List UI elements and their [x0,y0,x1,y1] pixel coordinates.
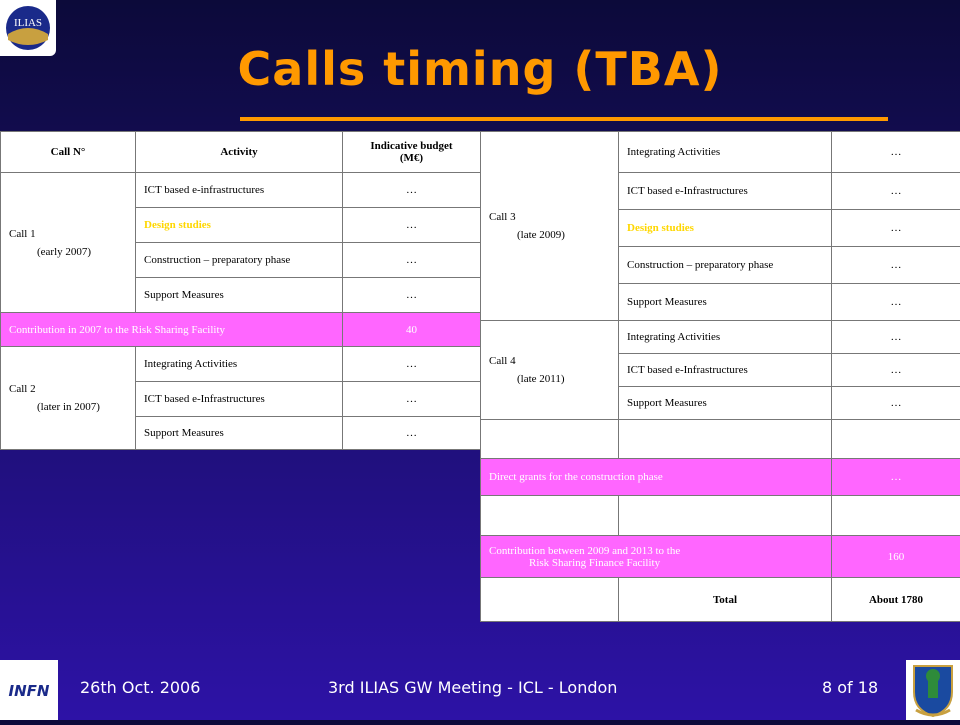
header-activity: Activity [136,132,343,173]
call1-cell [1,173,136,313]
header-call-no: Call N° [1,132,136,173]
empty-cell [619,496,832,536]
budget-cell: … [343,278,481,313]
call2-cell [1,347,136,450]
direct-grants-label: Direct grants for the construction phase [481,459,832,496]
budget-cell: … [343,417,481,450]
budget-cell: … [832,321,960,354]
activity-cell: ICT based e-infrastructures [136,173,343,208]
call1-name: Call 1 [9,228,36,240]
activity-cell: Support Measures [136,417,343,450]
empty-cell [832,496,960,536]
budget-cell: … [343,173,481,208]
left-calls-table [0,131,481,450]
budget-cell: … [832,173,960,210]
footer-event: 3rd ILIAS GW Meeting - ICL - London [328,678,617,697]
activity-cell: Support Measures [619,284,832,321]
rsff-contribution-value: 160 [832,536,960,578]
empty-cell [481,420,619,459]
budget-cell: … [343,382,481,417]
table-row-empty [481,496,960,536]
activity-cell: Construction – preparatory phase [136,243,343,278]
activity-cell: Integrating Activities [619,321,832,354]
call3-name: Call 3 [489,211,516,223]
rsff-contribution-label [481,536,832,578]
activity-cell: Construction – preparatory phase [619,247,832,284]
footer [0,672,960,720]
risk-sharing-contribution-value: 40 [343,313,481,347]
budget-cell: … [832,247,960,284]
activity-cell-design-studies: Design studies [619,210,832,247]
header-budget-line1: Indicative budget [370,140,452,152]
activity-cell: Support Measures [136,278,343,313]
table-row-total [481,578,960,622]
budget-cell: … [832,387,960,420]
activity-cell: Integrating Activities [619,132,832,173]
budget-cell: … [343,208,481,243]
table-row [1,347,481,382]
budget-cell: … [343,347,481,382]
activity-cell-design-studies: Design studies [136,208,343,243]
infn-logo-text: INFN [9,682,50,700]
budget-cell: … [832,284,960,321]
empty-cell [832,420,960,459]
table-row [1,313,481,347]
empty-cell [481,496,619,536]
crest-icon [906,660,960,720]
table-row [481,459,960,496]
call2-name: Call 2 [9,383,36,395]
risk-sharing-contribution-label: Contribution in 2007 to the Risk Sharing Facility [1,313,343,347]
empty-cell [481,578,619,622]
call1-date: (early 2007) [9,243,127,261]
logo-text: ILIAS [14,17,42,29]
total-value: About 1780 [832,578,960,622]
table-row [1,173,481,208]
title-underline [240,117,888,121]
call4-name: Call 4 [489,355,516,367]
budget-cell: … [343,243,481,278]
budget-cell: … [832,210,960,247]
empty-cell [619,420,832,459]
activity-cell: Support Measures [619,387,832,420]
activity-cell: ICT based e-Infrastructures [619,173,832,210]
table-row-empty [481,420,960,459]
rsff-contribution-line2: Risk Sharing Finance Facility [489,557,660,569]
table-row [481,321,960,354]
table-row [1,132,481,173]
table-row [481,536,960,578]
call4-cell [481,321,619,420]
direct-grants-value: … [832,459,960,496]
call3-cell [481,132,619,321]
header-budget [343,132,481,173]
activity-cell: Integrating Activities [136,347,343,382]
university-crest-logo [906,660,960,720]
call2-date: (later in 2007) [9,398,127,416]
budget-cell: … [832,354,960,387]
total-label: Total [619,578,832,622]
table-row [481,132,960,173]
footer-date: 26th Oct. 2006 [80,678,200,697]
call4-date: (late 2011) [489,370,610,388]
header-budget-line2: (M€) [400,152,423,164]
page-title: Calls timing (TBA) [0,42,960,96]
activity-cell: ICT based e-Infrastructures [136,382,343,417]
call3-date: (late 2009) [489,226,610,244]
budget-cell: … [832,132,960,173]
activity-cell: ICT based e-Infrastructures [619,354,832,387]
footer-page-number: 8 of 18 [822,678,878,697]
right-calls-table [480,131,960,622]
rsff-contribution-line1: Contribution between 2009 and 2013 to the [489,545,680,557]
